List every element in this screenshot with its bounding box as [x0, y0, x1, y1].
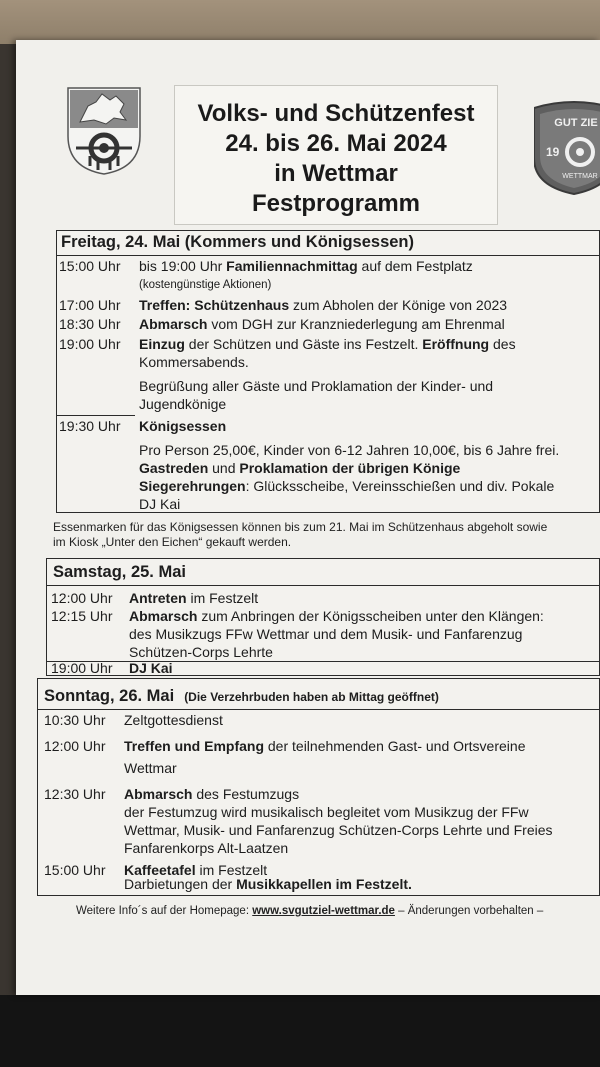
friday-item-5-dj: DJ Kai: [139, 496, 181, 512]
sunday-section: [37, 678, 600, 896]
saturday-item-1: 12:00 Uhr Antreten im Festzelt: [51, 590, 259, 606]
friday-item-5-price: Pro Person 25,00€, Kinder von 6-12 Jahren 10,00€, bis 6 Jahre frei.: [139, 442, 560, 458]
title-line-dates: 24. bis 26. Mai 2024: [225, 130, 447, 157]
time: 12:00 Uhr: [44, 738, 106, 754]
time: 19:00 Uhr: [51, 660, 113, 676]
title-line-program: Festprogramm: [251, 190, 421, 217]
sunday-item-3-cont-3: Fanfarenkorps Alt-Laatzen: [124, 840, 289, 856]
sunday-item-4-cont: Darbietungen der Musikkapellen im Festzelt.: [124, 876, 412, 892]
club-emblem-logo: [534, 100, 600, 195]
saturday-item-2: 12:15 Uhr Abmarsch zum Anbringen der Königsscheiben unter den Klängen:: [51, 608, 544, 624]
saturday-item-2-cont-2: Schützen-Corps Lehrte: [129, 644, 273, 660]
friday-item-4: 19:00 Uhr Einzug der Schützen und Gäste ins Festzelt. Eröffnung des: [59, 336, 516, 352]
time: 15:00 Uhr: [44, 862, 106, 878]
emblem-year-text: 19: [546, 145, 560, 159]
sunday-item-1: 10:30 Uhr Zeltgottesdienst: [44, 712, 223, 728]
emblem-top-text: GUT ZIE: [554, 117, 598, 129]
event-title-box: [174, 85, 498, 225]
background-dark-band: [0, 995, 600, 1067]
saturday-heading-rule: [47, 585, 599, 586]
time: 15:00 Uhr: [59, 258, 121, 274]
time: 19:00 Uhr: [59, 336, 121, 352]
saturday-heading: Samstag, 25. Mai: [53, 563, 186, 581]
friday-section: [56, 230, 600, 513]
saturday-item-3: 19:00 Uhr DJ Kai: [51, 660, 173, 676]
sunday-item-3: 12:30 Uhr Abmarsch des Festumzugs: [44, 786, 300, 802]
time: 18:30 Uhr: [59, 316, 121, 332]
festprogramm-sheet: [16, 40, 600, 995]
friday-item-1: 15:00 Uhr bis 19:00 Uhr Familiennachmittag auf dem Festplatz: [59, 258, 473, 274]
title-line-event: Volks- und Schützenfest: [197, 100, 475, 127]
friday-item-4-cont-2: Begrüßung aller Gäste und Proklamation der Kinder- und: [139, 378, 494, 394]
meal-ticket-note: Essenmarken für das Königsessen können bis zum 21. Mai im Schützenhaus abgeholt sowie im Kiosk „Unter den Eichen“ gekauft werden.: [53, 520, 548, 549]
sunday-heading-rule: [38, 709, 599, 710]
footer-info: Weitere Info´s auf der Homepage: www.svgutziel-wettmar.de – Änderungen vorbehalten –: [76, 905, 544, 917]
saturday-item-2-cont-1: des Musikzugs FFw Wettmar und dem Musik- und Fanfarenzug: [129, 626, 523, 642]
time: 12:15 Uhr: [51, 608, 113, 624]
homepage-link[interactable]: www.svgutziel-wettmar.de: [252, 905, 395, 917]
sunday-item-3-cont-1: der Festumzug wird musikalisch begleitet vom Musikzug der FFw: [124, 804, 529, 820]
saturday-section: [46, 558, 600, 676]
coat-of-arms-logo: [66, 86, 142, 176]
friday-item-5: 19:30 Uhr Königsessen: [59, 418, 227, 434]
friday-item-3: 18:30 Uhr Abmarsch vom DGH zur Kranzniederlegung am Ehrenmal: [59, 316, 505, 332]
friday-item-4-cont-3: Jugendkönige: [139, 396, 227, 412]
emblem-bottom-text: WETTMAR: [562, 173, 598, 180]
sunday-item-2-cont: Wettmar: [124, 760, 177, 776]
friday-item-1-note: (kostengünstige Aktionen): [139, 279, 272, 291]
friday-divider: [57, 415, 135, 416]
time: 19:30 Uhr: [59, 418, 121, 434]
friday-heading: Freitag, 24. Mai (Kommers und Königsessen): [61, 233, 414, 251]
background-wood-strip: [0, 0, 600, 44]
time: 12:00 Uhr: [51, 590, 113, 606]
time: 12:30 Uhr: [44, 786, 106, 802]
time: 17:00 Uhr: [59, 297, 121, 313]
time: 10:30 Uhr: [44, 712, 106, 728]
sunday-heading-note: (Die Verzehrbuden haben ab Mittag geöffnet): [184, 690, 439, 704]
sunday-item-4: 15:00 Uhr Kaffeetafel im Festzelt: [44, 862, 268, 878]
friday-item-5-speeches: Gastreden und Proklamation der übrigen Könige: [139, 460, 461, 476]
friday-item-5-awards: Siegerehrungen: Glücksscheibe, Vereinsschießen und div. Pokale: [139, 478, 555, 494]
friday-item-4-cont-1: Kommersabends.: [139, 354, 249, 370]
sunday-item-3-cont-2: Wettmar, Musik- und Fanfarenzug Schützen-Corps Lehrte und Freies: [124, 822, 553, 838]
friday-item-2: 17:00 Uhr Treffen: Schützenhaus zum Abholen der Könige von 2023: [59, 297, 508, 313]
title-line-location: in Wettmar: [274, 160, 398, 187]
sunday-heading: Sonntag, 26. Mai (Die Verzehrbuden haben ab Mittag geöffnet): [44, 687, 439, 705]
sunday-item-2: 12:00 Uhr Treffen und Empfang der teilnehmenden Gast- und Ortsvereine: [44, 738, 526, 754]
friday-heading-rule: [57, 255, 599, 256]
